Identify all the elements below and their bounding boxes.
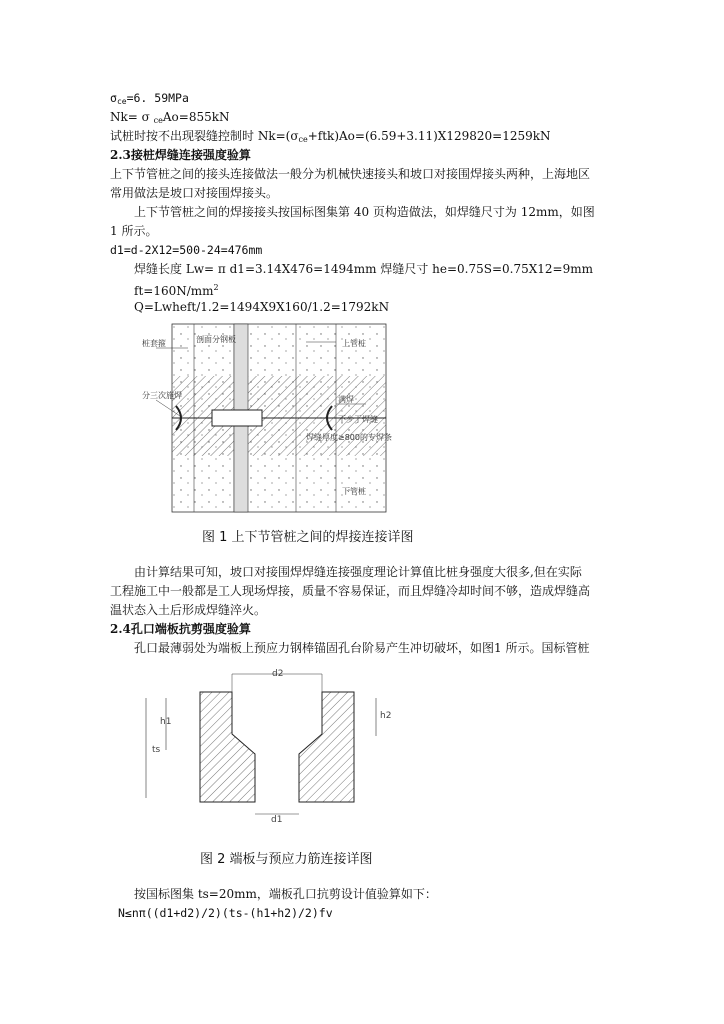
- paragraph-3c: 温状态入土后形成焊缝淬火。: [110, 603, 267, 617]
- paragraph-4: 孔口最薄弱处为端板上预应力钢棒锚固孔台阶易产生冲切破坏，如图1 所示。国标管桩: [134, 641, 590, 655]
- label-pile-hoop: 桩套箍: [142, 339, 166, 348]
- sigma-line: $\sigma_{ce}=6$. 59MPa: [110, 91, 189, 106]
- center-plate: [212, 410, 262, 426]
- paragraph-2a: 上下节管桩之间的焊接接头按国标图集第 40 页构造做法，如焊缝尺寸为 12mm，如图: [134, 205, 595, 219]
- label-d2: d2: [272, 669, 284, 679]
- weld-detail-figure: [136, 318, 392, 515]
- paragraph-1b: 常用做法是坡口对接围焊接头。: [110, 186, 279, 200]
- paragraph-5: 按国标图集 ts=20mm，端板孔口抗剪设计值验算如下：: [134, 887, 437, 901]
- end-plate-right: [299, 692, 354, 802]
- figure1-caption: 图 1 上下节管桩之间的焊接连接详图: [202, 530, 414, 545]
- paragraph-3a: 由计算结果可知，坡口对接围焊焊缝连接强度理论计算值比桩身强度大很多,但在实际: [134, 565, 582, 579]
- equation-ft: $ft=160N/mm^2$: [134, 283, 219, 298]
- label-weld-rod: 焊缝厚度≥800的专焊条: [306, 433, 392, 442]
- section-2-4-heading: 2.4孔口端板抗剪强度验算: [110, 622, 251, 636]
- section-2-3-heading: 2.3接桩焊缝连接强度验算: [110, 148, 251, 162]
- paragraph-1a: 上下节管桩之间的接头连接做法一般分为机械快速接头和坡口对接围焊接头两种，上海地区: [110, 167, 591, 181]
- label-ts: ts: [152, 745, 161, 755]
- label-three-pass-weld: 分三次施焊: [142, 391, 182, 400]
- label-h1: h1: [160, 717, 172, 727]
- equation-d1: d1=d-2X12=500-24=476mm: [110, 243, 263, 257]
- test-pile-line: 试桩时按不出现裂缝控制时 $Nk=(\sigma_{ce}+ftk)Ao=(6.59+3.11)X129820=1259kN$: [110, 129, 551, 144]
- label-d1: d1: [271, 815, 283, 825]
- label-lower-pile: 下管桩: [342, 487, 366, 496]
- equation-weld-length: 焊缝长度 Lw= π d1=3.14X476=1494mm 焊缝尺寸 he=0.75S=0.75X12=9mm: [134, 262, 594, 276]
- end-plate-left: [200, 692, 255, 802]
- label-end-plate: 剖面分钢板: [196, 335, 236, 344]
- paragraph-2b: 1 所示。: [110, 224, 158, 238]
- label-full-weld: 满焊: [338, 395, 354, 404]
- label-min-weld: 不少于焊缝: [338, 415, 378, 424]
- equation-q: Q=Lwheft/1.2=1494X9X160/1.2=1792kN: [134, 300, 390, 314]
- label-upper-pile: 上管桩: [342, 339, 366, 348]
- paragraph-3b: 工程施工中一般都是工人现场焊接，质量不容易保证，而且焊缝冷却时间不够，造成焊缝高: [110, 584, 591, 598]
- end-plate-figure: [140, 662, 402, 832]
- equation-shear: N≤nπ((d1+d2)/2)(ts-(h1+h2)/2)fv: [118, 906, 333, 920]
- figure2-caption: 图 2 端板与预应力筋连接详图: [200, 852, 373, 867]
- label-h2: h2: [380, 711, 392, 721]
- nk-line: Nk= σ $_{ce}$Ao=855kN: [110, 110, 230, 125]
